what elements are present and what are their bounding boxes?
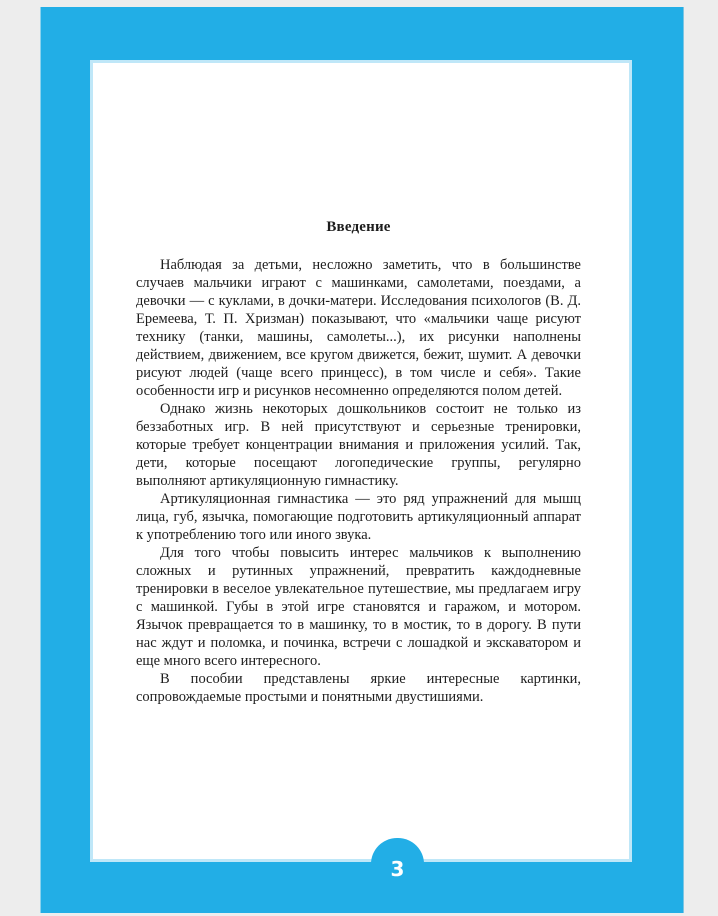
paragraph-5: В пособии представлены яркие интересные картинки, сопровождаемые простыми и понятными двустишиями. xyxy=(136,671,581,705)
paragraph-3: Артикуляционная гимнастика — это ряд упражнений для мышц лица, губ, язычка, помогающие подготовить артикуляционный аппарат к употреблению того или иного звука. xyxy=(136,491,581,543)
paragraph-2: Однако жизнь некоторых дошкольников состоит не только из беззаботных игр. В ней присутствуют и серьезные тренировки, которые требует концентрации внимания и приложения усилий. Так, дети, которые посещают логопедические группы, регулярно выполняют артикуляционную гимнастику. xyxy=(136,401,581,489)
page-number: 3 xyxy=(390,857,405,881)
paragraph-4: Для того чтобы повысить интерес мальчиков к выполнению сложных и рутинных упражнений, превратить каждодневные тренировки в веселое увлекательное путешествие, мы предлагаем игру с машинкой. Губы в этой игре становятся и гаражом, и мотором. Язычок превращается то в машинку, то в мостик, то в дорогу. В пути нас ждут и поломка, и починка, встречи с лошадкой и экскаватором и еще много всего интересного. xyxy=(136,545,581,669)
page-frame xyxy=(40,7,684,913)
content xyxy=(136,218,581,706)
paragraph-1: Наблюдая за детьми, несложно заметить, что в большинстве случаев мальчики играют с машинками, самолетами, поездами, а девочки — с куклами, в дочки-матери. Исследования психологов (В. Д. Еремеева, Т. П. Хризман) показывают, что «мальчики чаще рисуют технику (танки, машины, самолеты...), их рисунки наполнены действием, движением, все кругом движется, бежит, шумит. А девочки рисуют людей (чаще всего принцесс), в том числе и себя». Такие особенности игр и рисунков несомненно определяются полом детей. xyxy=(136,257,581,399)
text-sheet xyxy=(90,60,632,862)
page-title: Введение xyxy=(326,219,391,235)
